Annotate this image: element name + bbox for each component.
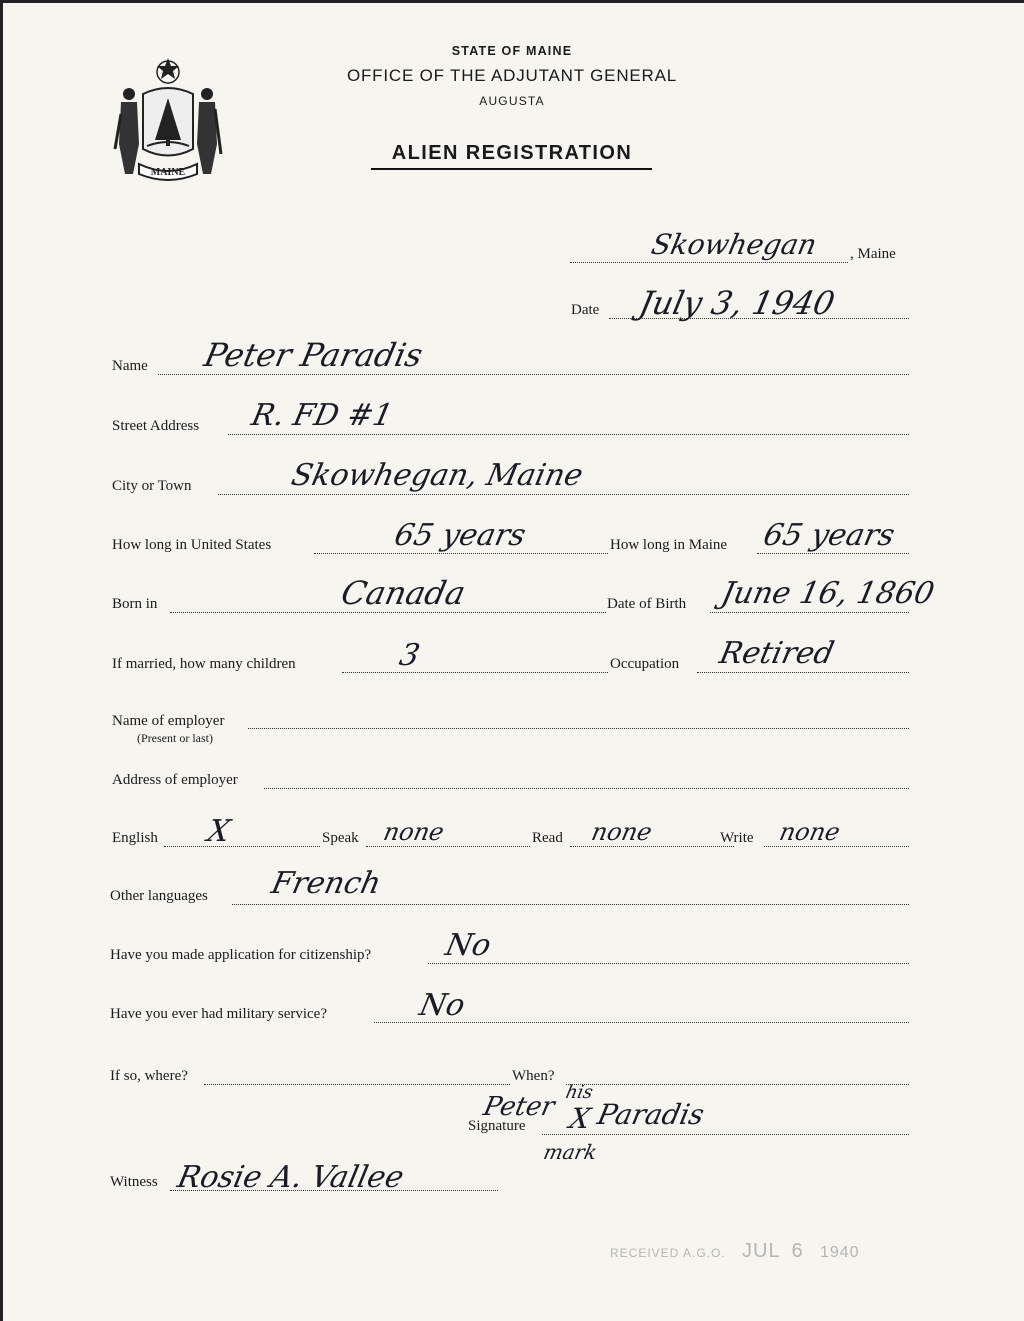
occupation-label: Occupation bbox=[610, 656, 680, 672]
header-state: STATE OF MAINE bbox=[451, 44, 573, 58]
street-address-field-line bbox=[228, 434, 909, 435]
military-value: No bbox=[416, 988, 469, 1023]
where-field-line bbox=[204, 1084, 510, 1085]
signature-label: Signature bbox=[468, 1118, 526, 1134]
employer-sublabel: (Present or last) bbox=[137, 731, 213, 745]
us-years-label: How long in United States bbox=[112, 537, 272, 553]
when-field-line bbox=[566, 1084, 909, 1085]
occupation-value: Retired bbox=[716, 636, 838, 671]
citizenship-label: Have you made application for citizenship? bbox=[110, 947, 372, 963]
date-label: Date bbox=[571, 302, 600, 318]
header-city: AUGUSTA bbox=[479, 94, 545, 108]
city-label: City or Town bbox=[112, 478, 192, 494]
dob-label: Date of Birth bbox=[607, 596, 687, 612]
citizenship-value: No bbox=[442, 928, 495, 963]
born-in-value: Canada bbox=[337, 574, 469, 612]
maine-years-label: How long in Maine bbox=[610, 537, 728, 553]
english-value: X bbox=[204, 814, 234, 849]
children-field-line bbox=[342, 672, 608, 673]
employer-address-label: Address of employer bbox=[112, 772, 238, 788]
maine-years-field-line bbox=[757, 553, 909, 554]
employer-label: Name of employer bbox=[112, 713, 225, 729]
children-value: 3 bbox=[396, 638, 423, 673]
write-value: none bbox=[777, 818, 843, 846]
military-label: Have you ever had military service? bbox=[110, 1006, 327, 1022]
stamp-received-text: RECEIVED A.G.O. bbox=[610, 1246, 726, 1260]
name-field-line bbox=[158, 374, 909, 375]
signature-his: his bbox=[563, 1082, 595, 1103]
employer-field-line bbox=[248, 728, 909, 729]
other-languages-field-line bbox=[232, 904, 909, 905]
street-address-value: R. FD #1 bbox=[248, 398, 397, 433]
other-languages-value: French bbox=[268, 866, 385, 901]
stamp-month: JUL bbox=[742, 1240, 781, 1262]
seal-banner-text: MAINE bbox=[150, 167, 186, 178]
signature-mark-word: mark bbox=[541, 1140, 600, 1164]
witness-label: Witness bbox=[110, 1174, 158, 1190]
read-value: none bbox=[589, 818, 655, 846]
english-label: English bbox=[112, 830, 158, 846]
witness-value: Rosie A. Vallee bbox=[174, 1160, 407, 1195]
street-address-label: Street Address bbox=[112, 418, 200, 434]
name-label: Name bbox=[112, 358, 148, 374]
name-value: Peter Paradis bbox=[200, 336, 427, 374]
maine-suffix-label: , Maine bbox=[850, 246, 896, 262]
write-label: Write bbox=[720, 830, 754, 846]
signature-last-name: Paradis bbox=[594, 1098, 708, 1131]
maine-years-value: 65 years bbox=[760, 518, 898, 553]
us-years-field-line bbox=[314, 553, 608, 554]
where-label: If so, where? bbox=[110, 1068, 188, 1084]
born-in-label: Born in bbox=[112, 596, 158, 612]
other-languages-label: Other languages bbox=[110, 888, 208, 904]
occupation-field-line bbox=[697, 672, 909, 673]
speak-value: none bbox=[381, 818, 447, 846]
scan-edge-top bbox=[0, 0, 1024, 3]
signature-mark-x: X bbox=[566, 1102, 594, 1135]
when-label: When? bbox=[512, 1068, 555, 1084]
page-title: ALIEN REGISTRATION bbox=[391, 142, 633, 164]
signature-field-line bbox=[542, 1134, 909, 1135]
english-field-line bbox=[164, 846, 320, 847]
signature-first-name: Peter bbox=[480, 1092, 558, 1122]
citizenship-field-line bbox=[428, 963, 909, 964]
stamp-day: 6 bbox=[791, 1240, 804, 1262]
header-office: OFFICE OF THE ADJUTANT GENERAL bbox=[346, 66, 678, 85]
city-value: Skowhegan, Maine bbox=[288, 458, 587, 493]
date-value: July 3, 1940 bbox=[635, 284, 839, 322]
scan-edge-left bbox=[0, 0, 3, 1321]
children-label: If married, how many children bbox=[112, 656, 296, 672]
read-label: Read bbox=[532, 830, 563, 846]
read-field-line bbox=[570, 846, 734, 847]
speak-label: Speak bbox=[322, 830, 359, 846]
town-field-line bbox=[570, 262, 848, 263]
dob-field-line bbox=[710, 612, 909, 613]
city-field-line bbox=[218, 494, 909, 495]
write-field-line bbox=[764, 846, 909, 847]
employer-address-field-line bbox=[264, 788, 909, 789]
title-underline bbox=[371, 168, 652, 170]
born-in-field-line bbox=[170, 612, 606, 613]
dob-value: June 16, 1860 bbox=[718, 576, 938, 611]
town-value: Skowhegan bbox=[648, 228, 820, 261]
speak-field-line bbox=[366, 846, 530, 847]
us-years-value: 65 years bbox=[391, 518, 529, 553]
received-stamp bbox=[610, 1240, 860, 1263]
stamp-year: 1940 bbox=[819, 1244, 860, 1261]
